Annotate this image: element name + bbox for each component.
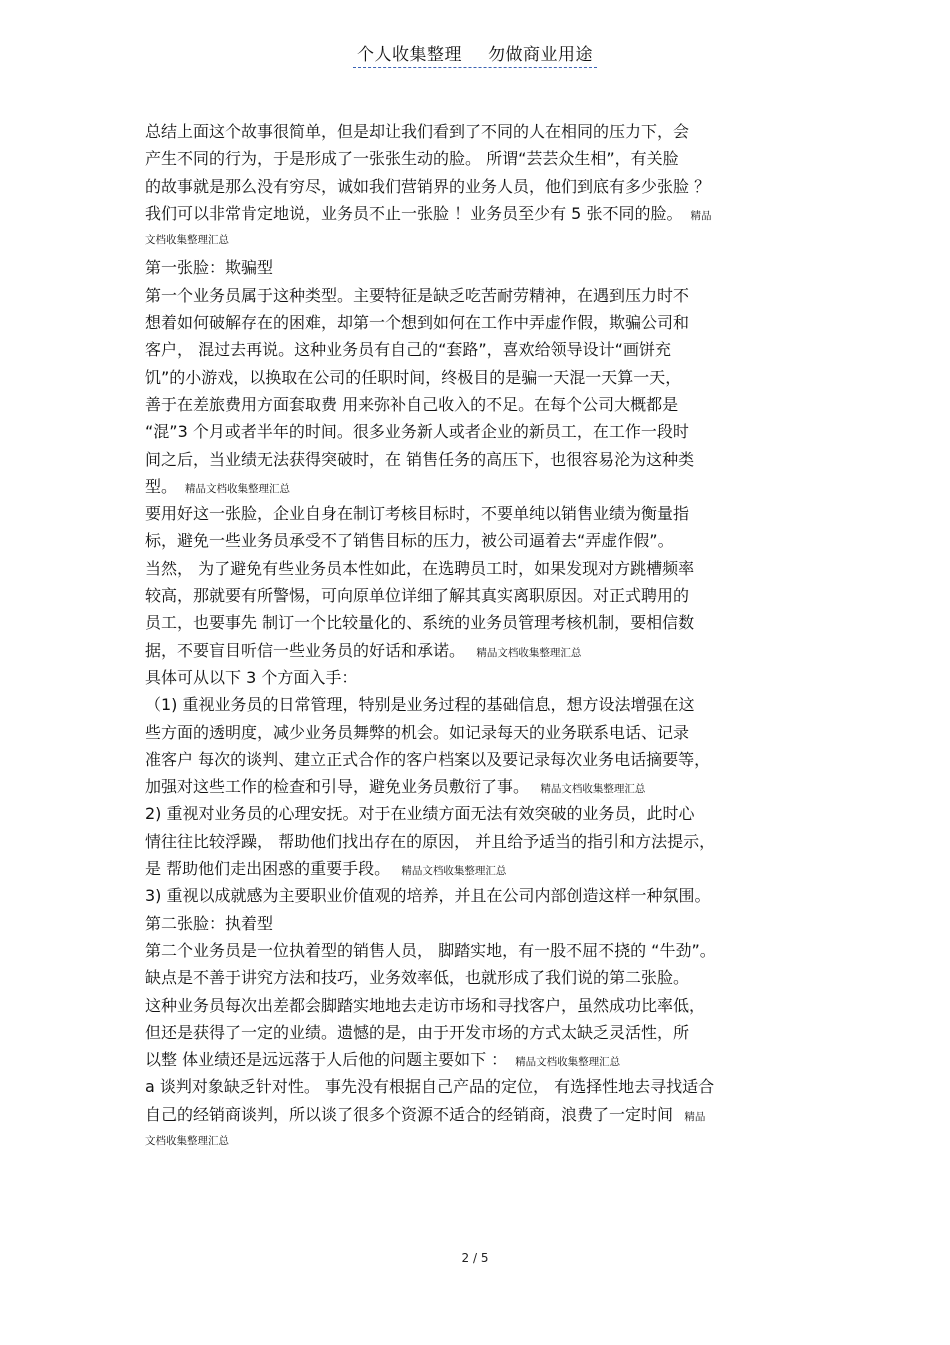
text-line bbox=[145, 118, 825, 145]
watermark-note: 精品文档收集整理汇总 bbox=[185, 482, 291, 495]
text-line bbox=[145, 418, 825, 445]
line-text: 饥”的小游戏，以换取在公司的任职时间，终极目的是骗一天混一天算一天， bbox=[145, 367, 682, 387]
line-text: 产生不同的行为，于是形成了一张张生动的脸。 所谓“芸芸众生相”，有关脸 bbox=[145, 149, 679, 169]
header-right-text: 勿做商业用途 bbox=[488, 45, 593, 65]
text-line bbox=[145, 828, 825, 855]
watermark-note: 精品 bbox=[690, 209, 712, 222]
text-line bbox=[145, 637, 825, 664]
line-text: 较高，那就要有所警惕，可向原单位详细了解其真实离职原因。对正式聘用的 bbox=[145, 586, 690, 606]
line-text: 标，避免一些业务员承受不了销售目标的压力，被公司逼着去“弄虚作假”。 bbox=[145, 531, 674, 551]
text-line bbox=[145, 254, 825, 281]
page-number: 2 / 5 bbox=[461, 1251, 489, 1265]
text-line bbox=[145, 500, 825, 527]
text-line bbox=[145, 473, 825, 500]
line-text: 我们可以非常肯定地说，业务员不止一张脸 ！业务员至少有 5 张不同的脸。 bbox=[145, 203, 683, 223]
text-line bbox=[145, 446, 825, 473]
line-text: 具体可从以下 3 个方面入手： bbox=[145, 667, 358, 687]
text-line: 文档收集整理汇总 bbox=[145, 1134, 229, 1147]
line-text: 自己的经销商谈判，所以谈了很多个资源不适合的经销商，浪费了一定时间 bbox=[145, 1104, 674, 1124]
text-line bbox=[145, 746, 825, 773]
text-line bbox=[145, 145, 825, 172]
text-line bbox=[145, 937, 825, 964]
line-text: 当然， 为了避免有些业务员本性如此，在选聘员工时，如果发现对方跳槽频率 bbox=[145, 558, 695, 578]
line-text: 第一个业务员属于这种类型。主要特征是缺乏吃苦耐劳精神，在遇到压力时不 bbox=[145, 285, 690, 305]
line-text: 型。 bbox=[145, 476, 178, 496]
line-text: 第一张脸：欺骗型 bbox=[145, 258, 274, 278]
line-text: “混”3 个月或者半年的时间。很多业务新人或者企业的新员工，在工作一段时 bbox=[145, 422, 689, 442]
line-text: 第二张脸：执着型 bbox=[145, 913, 274, 933]
text-line bbox=[145, 582, 825, 609]
text-line bbox=[145, 773, 825, 800]
line-text: 客户， 混过去再说。这种业务员有自己的“套路”，喜欢给领导设计“画饼充 bbox=[145, 340, 671, 360]
text-line bbox=[145, 1101, 825, 1128]
text-line bbox=[145, 992, 825, 1019]
text-line bbox=[145, 691, 825, 718]
watermark-note: 精品文档收集整理汇总 bbox=[398, 865, 507, 878]
text-line bbox=[145, 664, 825, 691]
line-text: （1) 重视业务员的日常管理，特别是业务过程的基础信息，想方设法增强在这 bbox=[145, 695, 695, 715]
text-line bbox=[145, 555, 825, 582]
text-line bbox=[145, 309, 825, 336]
line-text: 2) 重视对业务员的心理安抚。对于在业绩方面无法有效突破的业务员，此时心 bbox=[145, 804, 695, 824]
line-text: 些方面的透明度，减少业务员舞弊的机会。如记录每天的业务联系电话、记录 bbox=[145, 722, 690, 742]
text-line bbox=[145, 391, 825, 418]
text-line bbox=[145, 719, 825, 746]
watermark-note: 精品 bbox=[681, 1110, 706, 1123]
line-text: 加强对这些工作的检查和引导，避免业务员敷衍了事。 bbox=[145, 777, 530, 797]
line-text: 员工，也要事先 制订一个比较量化的、系统的业务员管理考核机制，要相信数 bbox=[145, 613, 695, 633]
line-text: 要用好这一张脸，企业自身在制订考核目标时，不要单纯以销售业绩为衡量指 bbox=[145, 504, 690, 524]
line-text: 总结上面这个故事很简单，但是却让我们看到了不同的人在相同的压力下，会 bbox=[145, 122, 690, 141]
text-line bbox=[145, 336, 825, 363]
text-line: 文档收集整理汇总 bbox=[145, 234, 229, 247]
line-text: 想着如何破解存在的困难，却第一个想到如何在工作中弄虚作假，欺骗公司和 bbox=[145, 313, 690, 333]
line-text: 准客户 每次的谈判、建立正式合作的客户档案以及要记录每次业务电话摘要等， bbox=[145, 749, 711, 769]
text-line bbox=[145, 364, 825, 391]
line-text: 情往往比较浮躁， 帮助他们找出存在的原因， 并且给予适当的指引和方法提示， bbox=[145, 831, 716, 851]
text-line bbox=[145, 964, 825, 991]
text-line bbox=[145, 1019, 825, 1046]
line-text: 以整 体业绩还是远远落于人后他的问题主要如下 ： bbox=[145, 1050, 508, 1070]
watermark-note: 精品文档收集整理汇总 bbox=[537, 783, 646, 796]
line-text: 第二个业务员是一位执着型的销售人员， 脚踏实地，有一股不屈不挠的 “牛劲”。 bbox=[145, 940, 716, 960]
text-line bbox=[145, 200, 825, 227]
text-line bbox=[145, 609, 825, 636]
text-line bbox=[145, 527, 825, 554]
line-text: 的故事就是那么没有穷尽，诚如我们营销界的业务人员，他们到底有多少张脸 ？ bbox=[145, 176, 711, 196]
text-line bbox=[145, 173, 825, 200]
line-text: 缺点是不善于讲究方法和技巧，业务效率低，也就形成了我们说的第二张脸。 bbox=[145, 968, 690, 988]
text-line bbox=[145, 282, 825, 309]
line-text: 这种业务员每次出差都会脚踏实地地去走访市场和寻找客户，虽然成功比率低， bbox=[145, 995, 706, 1015]
watermark-note: 精品文档收集整理汇总 bbox=[473, 646, 582, 659]
line-text: 是 帮助他们走出困惑的重要手段。 bbox=[145, 859, 391, 879]
line-text: 间之后，当业绩无法获得突破时，在 销售任务的高压下，也很容易沦为这种类 bbox=[145, 449, 695, 469]
page-header bbox=[0, 40, 950, 68]
line-text: 据，不要盲目听信一些业务员的好话和承诺。 bbox=[145, 640, 466, 660]
watermark-note: 精品文档收集整理汇总 bbox=[515, 1056, 621, 1069]
header-left-text: 个人收集整理 bbox=[357, 45, 462, 65]
line-text: 但还是获得了一定的业绩。遗憾的是，由于开发市场的方式太缺乏灵活性，所 bbox=[145, 1022, 690, 1042]
text-line bbox=[145, 1046, 825, 1073]
text-line bbox=[145, 800, 825, 827]
text-line bbox=[145, 855, 825, 882]
line-text: 善于在差旅费用方面套取费 用来弥补自己收入的不足。在每个公司大概都是 bbox=[145, 394, 679, 414]
header-title bbox=[353, 40, 597, 68]
text-line bbox=[145, 882, 825, 909]
line-text: a 谈判对象缺乏针对性。 事先没有根据自己产品的定位， 有选择性地去寻找适合 bbox=[145, 1077, 715, 1097]
text-line bbox=[145, 910, 825, 937]
line-text: 3) 重视以成就感为主要职业价值观的培养，并且在公司内部创造这样一种氛围。 bbox=[145, 886, 711, 906]
text-line bbox=[145, 1073, 825, 1100]
document-body bbox=[145, 118, 825, 1155]
